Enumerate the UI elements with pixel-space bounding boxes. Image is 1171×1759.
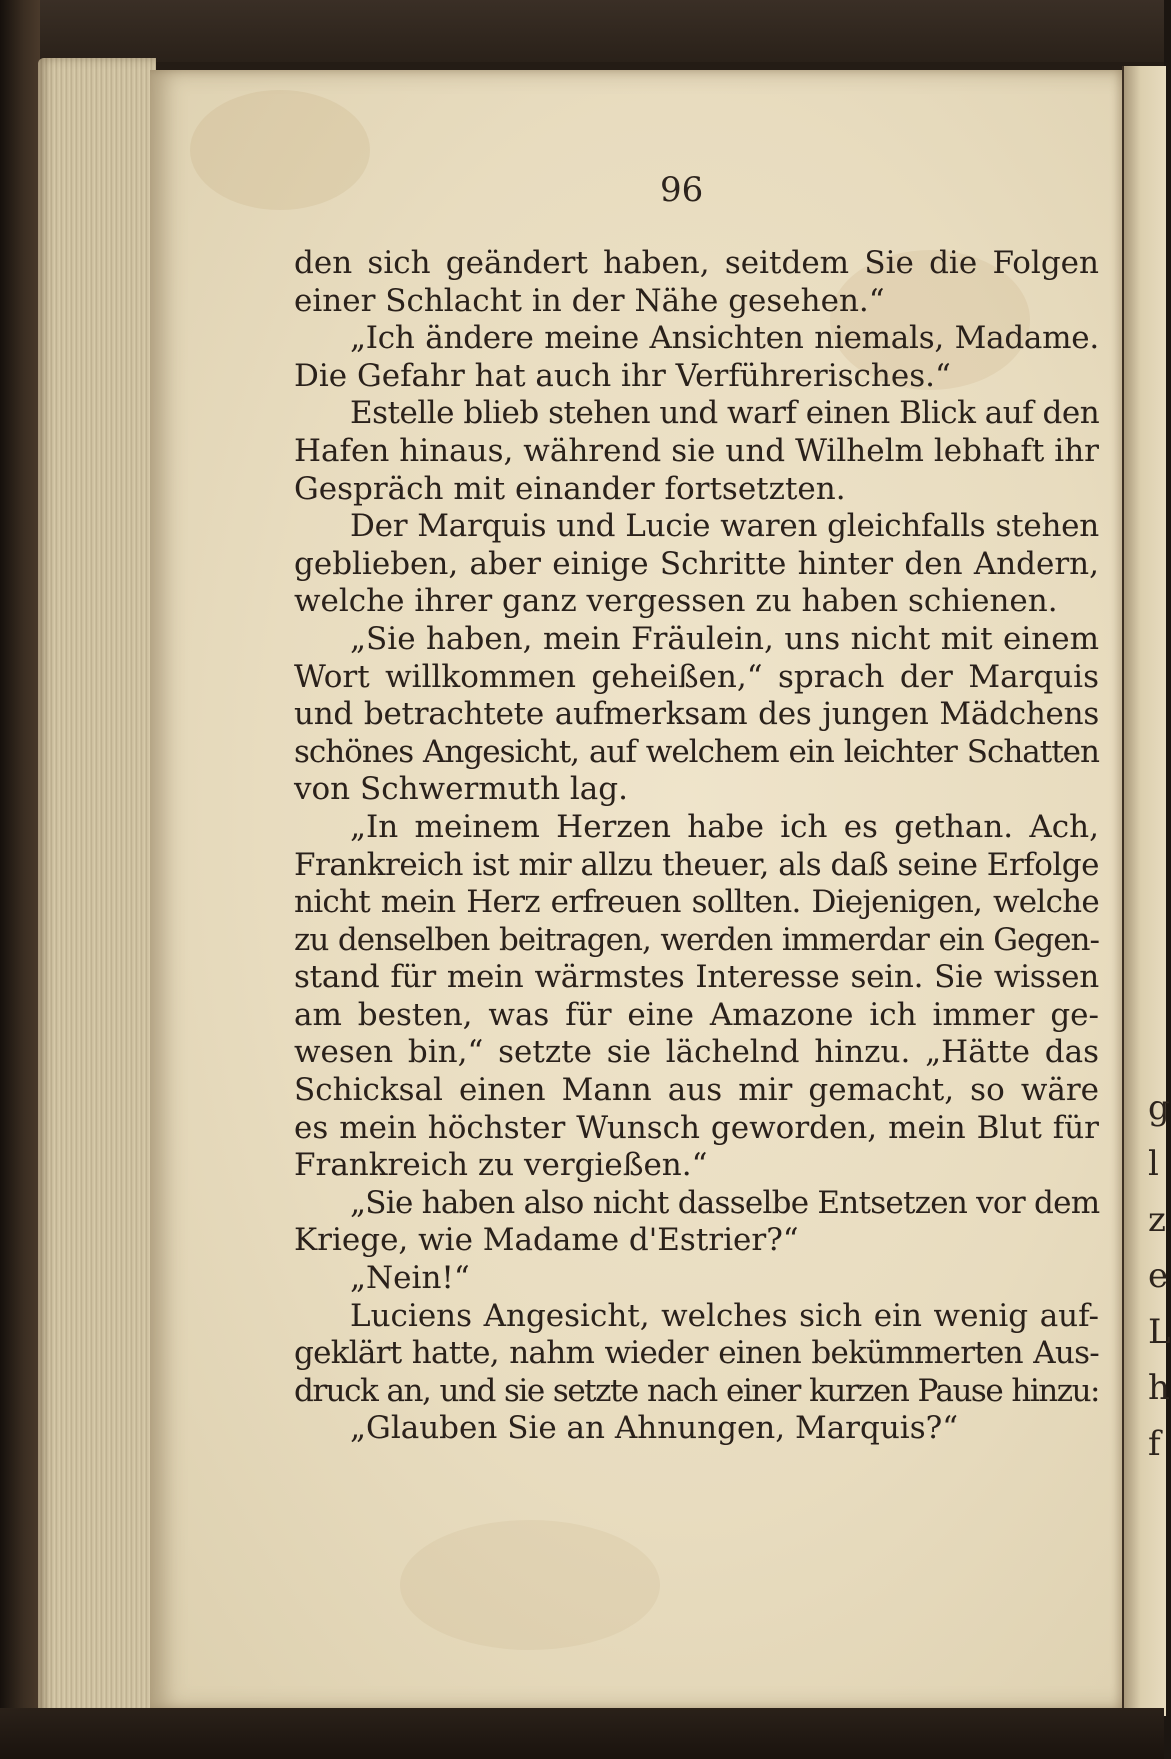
book-cover-top xyxy=(0,0,1164,62)
text-line: schönes Angesicht, auf welchem ein leichter Schatten xyxy=(294,733,1099,770)
text-line: am besten, was für eine Amazone ich immer ge- xyxy=(294,996,1099,1033)
text-line: Gespräch mit einander fortsetzten. xyxy=(294,470,846,507)
text-line: Hafen hinaus, während sie und Wilhelm lebhaft ihr xyxy=(294,432,1099,469)
text-line: einer Schlacht in der Nähe gesehen.“ xyxy=(294,282,885,319)
text-line: druck an, und sie setzte nach einer kurzen Pause hinzu: xyxy=(294,1372,1099,1409)
text-line: „Sie haben, mein Fräulein, uns nicht mit einem xyxy=(350,620,1099,657)
text-line: „Ich ändere meine Ansichten niemals, Madame. xyxy=(350,320,1099,357)
text-line: Luciens Angesicht, welches sich ein wenig auf- xyxy=(350,1297,1099,1334)
text-line: zu denselben beitragen, werden immerdar ein Gegen- xyxy=(294,921,1099,958)
text-line: „In meinem Herzen habe ich es gethan. Ach, xyxy=(350,808,1099,845)
text-line: Frankreich ist mir allzu theuer, als daß seine Erfolge xyxy=(294,846,1099,883)
text-line: wesen bin,“ setzte sie lächelnd hinzu. „Hätte das xyxy=(294,1034,1099,1071)
facing-glyph: h xyxy=(1148,1368,1170,1408)
text-line: nicht mein Herz erfreuen sollten. Diejenigen, welche xyxy=(294,884,1099,921)
text-line: Die Gefahr hat auch ihr Verführerisches.“ xyxy=(294,357,951,394)
text-line: „Sie haben also nicht dasselbe Entsetzen vor dem xyxy=(350,1184,1100,1221)
facing-page-text xyxy=(1148,1080,1171,1472)
facing-glyph: f xyxy=(1148,1424,1161,1464)
text-line: „Glauben Sie an Ahnungen, Marquis?“ xyxy=(350,1410,959,1447)
text-line: Kriege, wie Madame d'Estrier?“ xyxy=(294,1222,799,1259)
text-line: Estelle blieb stehen und warf einen Blick auf den xyxy=(350,395,1100,432)
facing-glyph: e xyxy=(1148,1256,1169,1296)
page-number: 96 xyxy=(660,170,704,210)
text-line: den sich geändert haben, seitdem Sie die Folgen xyxy=(294,245,1099,281)
text-line: und betrachtete aufmerksam des jungen Mädchens xyxy=(294,696,1099,733)
text-line: es mein höchster Wunsch geworden, mein Blut für xyxy=(294,1109,1099,1146)
book-cover-bottom xyxy=(0,1708,1164,1759)
text-line: „Nein!“ xyxy=(350,1260,470,1297)
book-spine xyxy=(0,0,40,1759)
text-line: stand für mein wärmstes Interesse sein. Sie wissen xyxy=(294,959,1099,996)
paper-stain xyxy=(400,1520,660,1650)
text-line: Frankreich zu vergießen.“ xyxy=(294,1147,708,1184)
facing-glyph: g xyxy=(1148,1088,1170,1128)
text-line: Der Marquis und Lucie waren gleichfalls stehen xyxy=(350,508,1099,545)
text-line: geblieben, aber einige Schritte hinter den Andern, xyxy=(294,545,1099,582)
text-line: geklärt hatte, nahm wieder einen bekümmerten Aus- xyxy=(294,1335,1099,1372)
page-edges xyxy=(38,58,156,1718)
text-line: Wort willkommen geheißen,“ sprach der Marquis xyxy=(294,658,1099,695)
facing-glyph: z xyxy=(1148,1200,1166,1240)
text-line: Schicksal einen Mann aus mir gemacht, so wäre xyxy=(294,1072,1099,1109)
text-line: welche ihrer ganz vergessen zu haben schienen. xyxy=(294,583,1058,620)
page-text xyxy=(294,245,1099,1448)
facing-glyph: L xyxy=(1148,1312,1171,1352)
paper-stain xyxy=(190,90,370,210)
facing-glyph: l xyxy=(1148,1144,1159,1184)
text-line: von Schwermuth lag. xyxy=(294,771,628,808)
